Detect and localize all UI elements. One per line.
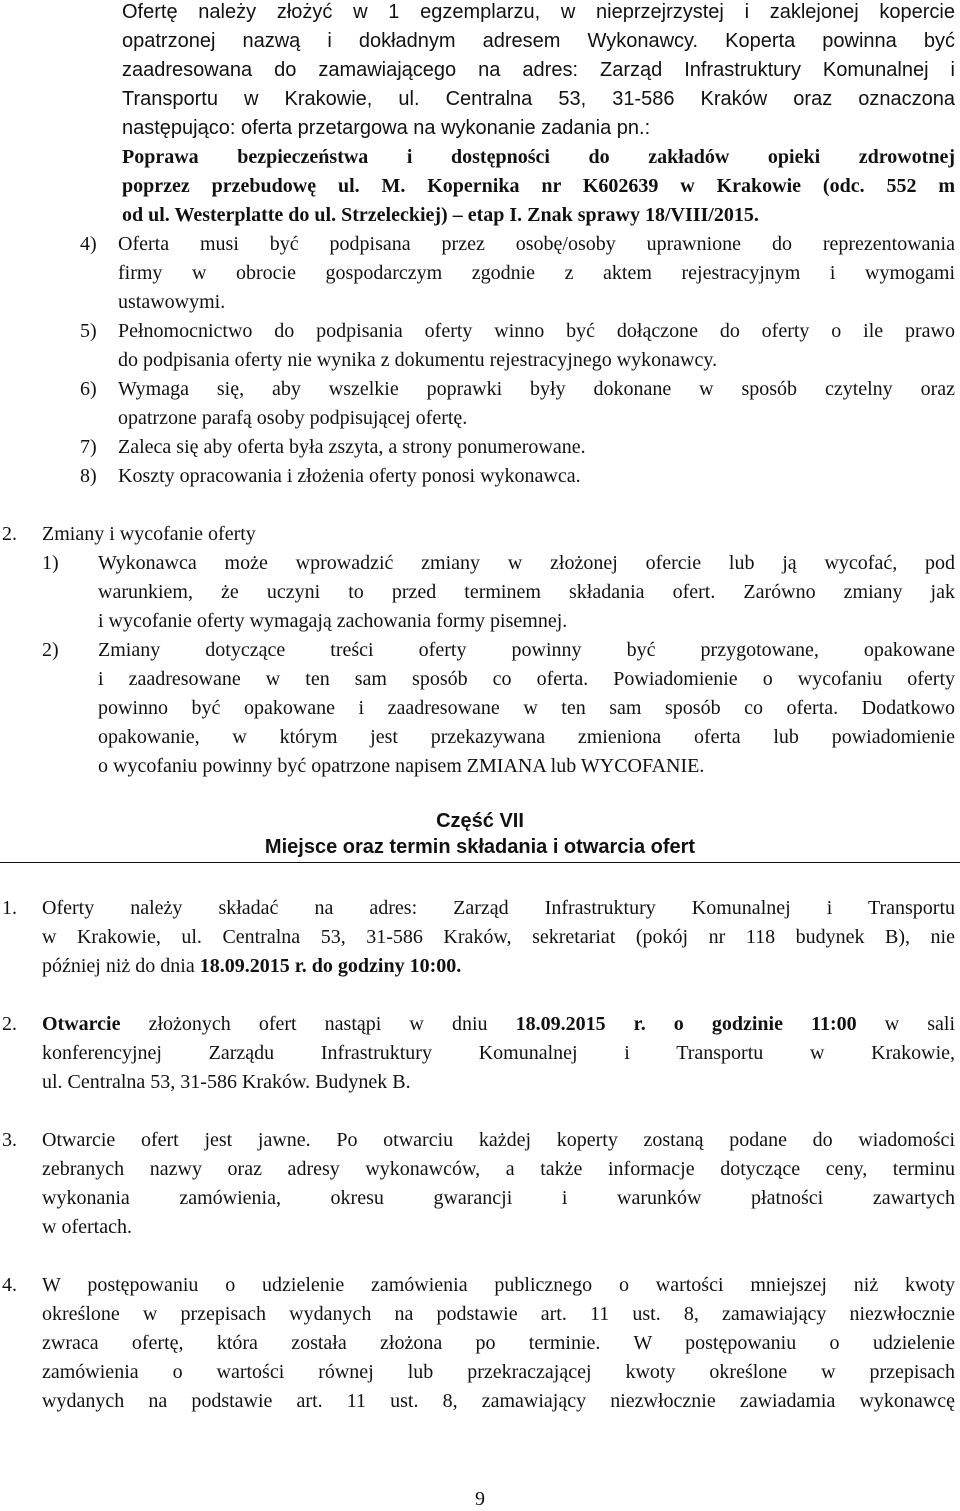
text-line: w ofertach. — [42, 1216, 132, 1238]
section-title: Zmiany i wycofanie oferty — [42, 523, 256, 545]
text-line: następująco: oferta przetargowa na wykonanie zadania pn.: — [122, 117, 651, 139]
text-line: konferencyjnej Zarządu Infrastruktury Komunalnej i Transportu w Krakowie, — [42, 1042, 955, 1064]
text-line: opatrzonej nazwą i dokładnym adresem Wykonawcy. Koperta powinna być — [122, 30, 955, 52]
text-line: Koszty opracowania i złożenia oferty ponosi wykonawca. — [118, 465, 581, 487]
text-line: Zmiany dotyczące treści oferty powinny być przygotowane, opakowane — [98, 639, 955, 661]
text-line: zebranych nazwy oraz adresy wykonawców, a także informacje dotyczące ceny, terminu — [42, 1158, 955, 1180]
text-line — [42, 1014, 955, 1034]
text-line: i wycofanie oferty wymagają zachowania formy pisemnej. — [98, 610, 568, 632]
bold-text-line: Poprawa bezpieczeństwa i dostępności do zakładów opieki zdrowotnej — [122, 146, 955, 168]
text-line: Transportu w Krakowie, ul. Centralna 53, 31-586 Kraków oraz oznaczona — [122, 88, 955, 110]
text-line: opakowanie, w którym jest przekazywana zmieniona oferta lub powiadomienie — [98, 726, 955, 748]
text-line: zwraca ofertę, która została złożona po terminie. W postępowaniu o udzielenie — [42, 1332, 955, 1354]
text-line: powinno być opakowane i zaadresowane w ten sam sposób co oferta. Dodatkowo — [98, 697, 955, 719]
deadline-text: 18.09.2015 r. do godziny 10:00. — [199, 955, 462, 977]
list-number: 1) — [42, 552, 59, 574]
heading-rule — [0, 862, 960, 863]
text-line: Wymaga się, aby wszelkie poprawki były dokonane w sposób czytelny oraz — [118, 378, 955, 400]
text-line: o wycofaniu powinny być opatrzone napisem ZMIANA lub WYCOFANIE. — [98, 755, 705, 777]
text-line: Oferta musi być podpisana przez osobę/osoby uprawnione do reprezentowania — [118, 233, 955, 255]
text-line: w Krakowie, ul. Centralna 53, 31-586 Kraków, sekretariat (pokój nr 118 budynek B), nie — [42, 926, 955, 948]
part-subheading: Miejsce oraz termin składania i otwarcia ofert — [264, 836, 696, 858]
paragraph-number: 3. — [2, 1129, 17, 1151]
text-line: firmy w obrocie gospodarczym zgodnie z aktem rejestracyjnym i wymogami — [118, 262, 955, 284]
text-line: Pełnomocnictwo do podpisania oferty winno być dołączone do oferty o ile prawo — [118, 320, 955, 342]
text-line: opatrzone parafą osoby podpisującej ofertę. — [118, 407, 468, 429]
paragraph-number: 2. — [2, 1013, 17, 1035]
text-span: złożonych ofert nastąpi w dniu — [120, 1013, 516, 1035]
bold-span: Otwarcie — [42, 1013, 121, 1035]
text-line: wykonania zamówienia, okresu gwarancji i warunków płatności zawartych — [42, 1187, 955, 1209]
bold-text-line: od ul. Westerplatte do ul. Strzeleckiej) – etap I. Znak sprawy 18/VIII/2015. — [122, 204, 759, 226]
section-number: 2. — [2, 523, 17, 545]
text-span — [646, 1013, 674, 1035]
paragraph-number: 4. — [2, 1274, 17, 1296]
text-line: i zaadresowane w ten sam sposób co oferta. Powiadomienie o wycofaniu oferty — [98, 668, 955, 690]
text-line: do podpisania oferty nie wynika z dokumentu rejestracyjnego wykonawcy. — [118, 349, 718, 371]
list-number: 6) — [80, 378, 97, 400]
text-line: ul. Centralna 53, 31-586 Kraków. Budynek B. — [42, 1071, 411, 1093]
text-line: warunkiem, że uczyni to przed terminem składania ofert. Zarówno zmiany jak — [98, 581, 955, 603]
text-line: Oferty należy składać na adres: Zarząd Infrastruktury Komunalnej i Transportu — [42, 897, 955, 919]
time-text: o godzinie 11:00 — [673, 1013, 857, 1035]
text-line: określone w przepisach wydanych na podstawie art. 11 ust. 8, zamawiający niezwłocznie — [42, 1303, 955, 1325]
text-line: zamówienia o wartości równej lub przekraczającej kwoty określone w przepisach — [42, 1361, 955, 1383]
text-span: w sali — [856, 1013, 956, 1035]
list-number: 5) — [80, 320, 97, 342]
date-text: 18.09.2015 r. — [515, 1013, 646, 1035]
text-line: Wykonawca może wprowadzić zmiany w złożonej ofercie lub ją wycofać, pod — [98, 552, 955, 574]
list-number: 2) — [42, 639, 59, 661]
text-line — [42, 956, 461, 976]
list-number: 7) — [80, 436, 97, 458]
text-line: zaadresowana do zamawiającego na adres: Zarząd Infrastruktury Komunalnej i — [122, 59, 955, 81]
text-line: Ofertę należy złożyć w 1 egzemplarzu, w nieprzejrzystej i zaklejonej kopercie — [122, 1, 955, 23]
bold-text-line: poprzez przebudowę ul. M. Kopernika nr K602639 w Krakowie (odc. 552 m — [122, 175, 955, 197]
text-line: ustawowymi. — [118, 291, 226, 313]
text-line: Zaleca się aby oferta była zszyta, a strony ponumerowane. — [118, 436, 586, 458]
page-number: 9 — [475, 1488, 485, 1510]
list-number: 4) — [80, 233, 97, 255]
paragraph-number: 1. — [2, 897, 17, 919]
text-line: W postępowaniu o udzielenie zamówienia publicznego o wartości mniejszej niż kwoty — [42, 1274, 955, 1296]
text-line: wydanych na podstawie art. 11 ust. 8, zamawiający niezwłocznie zawiadamia wykonawcę — [42, 1390, 955, 1412]
text-line: Otwarcie ofert jest jawne. Po otwarciu każdej koperty zostaną podane do wiadomości — [42, 1129, 955, 1151]
list-number: 8) — [80, 465, 97, 487]
part-heading: Część VII — [436, 810, 524, 832]
text-span: później niż do dnia — [42, 955, 200, 977]
